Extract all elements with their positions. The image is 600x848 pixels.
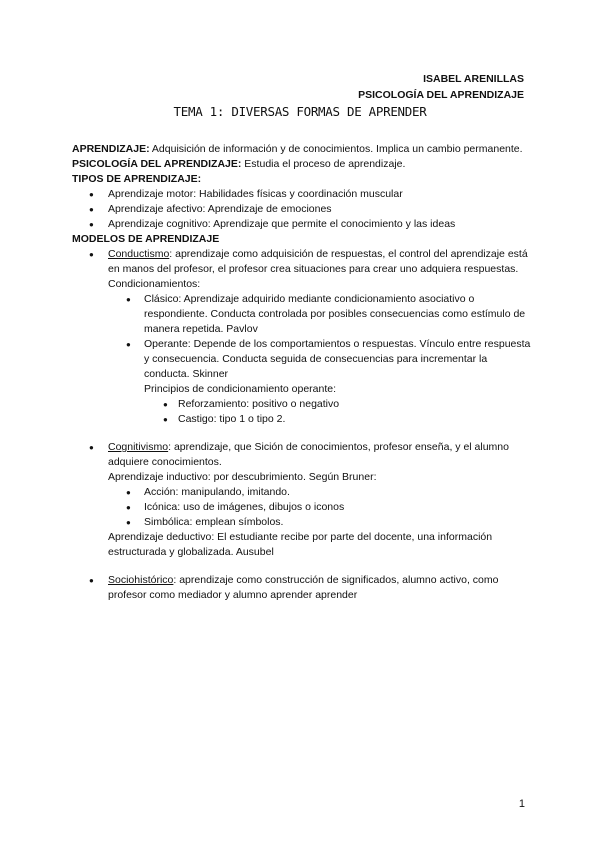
condicionamientos-heading: Condicionamientos: — [108, 278, 201, 290]
list-item: ● Operante: Depende de los comportamientos o respuestas. Vínculo entre respuesta y consecuencia. Conducta seguida de consecuencias para incrementar la conducta. Skinner — [108, 337, 532, 382]
aprendizaje-deductivo: Aprendizaje deductivo: El estudiante recibe por parte del docente, una información estructurada y globalizada. Ausubel — [108, 531, 493, 558]
bruner-list — [72, 485, 532, 530]
page-title: TEMA 1: DIVERSAS FORMAS DE APRENDER — [173, 104, 427, 119]
model-text: : aprendizaje como adquisición de respuestas, el control del aprendizaje está en manos del profesor, el profesor crea situaciones para crear uno adquiera respuestas. — [108, 248, 528, 275]
header — [358, 71, 524, 103]
definition-text: Estudia el proceso de aprendizaje. — [241, 158, 406, 170]
list-item: ● Castigo: tipo 1 o tipo 2. — [144, 412, 532, 427]
aprendizaje-inductivo: Aprendizaje inductivo: por descubrimiento. Según Bruner: — [108, 471, 377, 483]
list-item: ● Simbólica: emplean símbolos. — [108, 515, 532, 530]
model-name: Sociohistórico — [108, 574, 174, 586]
definition-text: Adquisición de información y de conocimientos. Implica un cambio permanente. — [149, 143, 523, 155]
list-item: ● Clásico: Aprendizaje adquirido mediante condicionamiento asociativo o respondiente. Conducta controlada por posibles consecuencias como estímulo de manera repetida. Pavlov — [108, 292, 532, 337]
condicionamientos-list — [72, 292, 532, 382]
tipos-list — [72, 187, 532, 232]
list-item: ● Aprendizaje afectivo: Aprendizaje de emociones — [72, 202, 532, 217]
modelos-list-2 — [72, 440, 532, 470]
modelos-heading: MODELOS DE APRENDIZAJE — [72, 233, 220, 245]
model-conductismo — [72, 247, 532, 277]
document-body — [72, 142, 532, 603]
model-name: Conductismo — [108, 248, 170, 260]
list-item: ● Icónica: uso de imágenes, dibujos o iconos — [108, 500, 532, 515]
tipos-heading: TIPOS DE APRENDIZAJE: — [72, 173, 202, 185]
author-name: ISABEL ARENILLAS — [423, 73, 524, 85]
model-text: : aprendizaje, que Sición de conocimientos, profesor enseña, y el alumno adquiere conocimientos. — [108, 441, 509, 468]
modelos-list-3 — [72, 573, 532, 603]
page-number: 1 — [518, 798, 525, 810]
definition-psicologia — [72, 157, 532, 172]
principios-heading: Principios de condicionamiento operante: — [144, 383, 337, 395]
list-item: ● Acción: manipulando, imitando. — [108, 485, 532, 500]
definition-aprendizaje — [72, 142, 532, 157]
model-text: : aprendizaje como construcción de significados, alumno activo, como profesor como mediador y alumno aprender aprender — [108, 574, 499, 601]
definition-term: APRENDIZAJE: — [72, 143, 150, 155]
model-cognitivismo — [72, 440, 532, 470]
modelos-list — [72, 247, 532, 277]
model-sociohistorico — [72, 573, 532, 603]
model-name: Cognitivismo — [108, 441, 169, 453]
list-item: ● Reforzamiento: positivo o negativo — [144, 397, 532, 412]
list-item: ● Aprendizaje motor: Habilidades físicas y coordinación muscular — [72, 187, 532, 202]
subject-name: PSICOLOGÍA DEL APRENDIZAJE — [358, 89, 524, 101]
definition-term: PSICOLOGÍA DEL APRENDIZAJE: — [72, 158, 242, 170]
principios-list — [72, 397, 532, 427]
list-item: ● Aprendizaje cognitivo: Aprendizaje que permite el conocimiento y las ideas — [72, 217, 532, 232]
